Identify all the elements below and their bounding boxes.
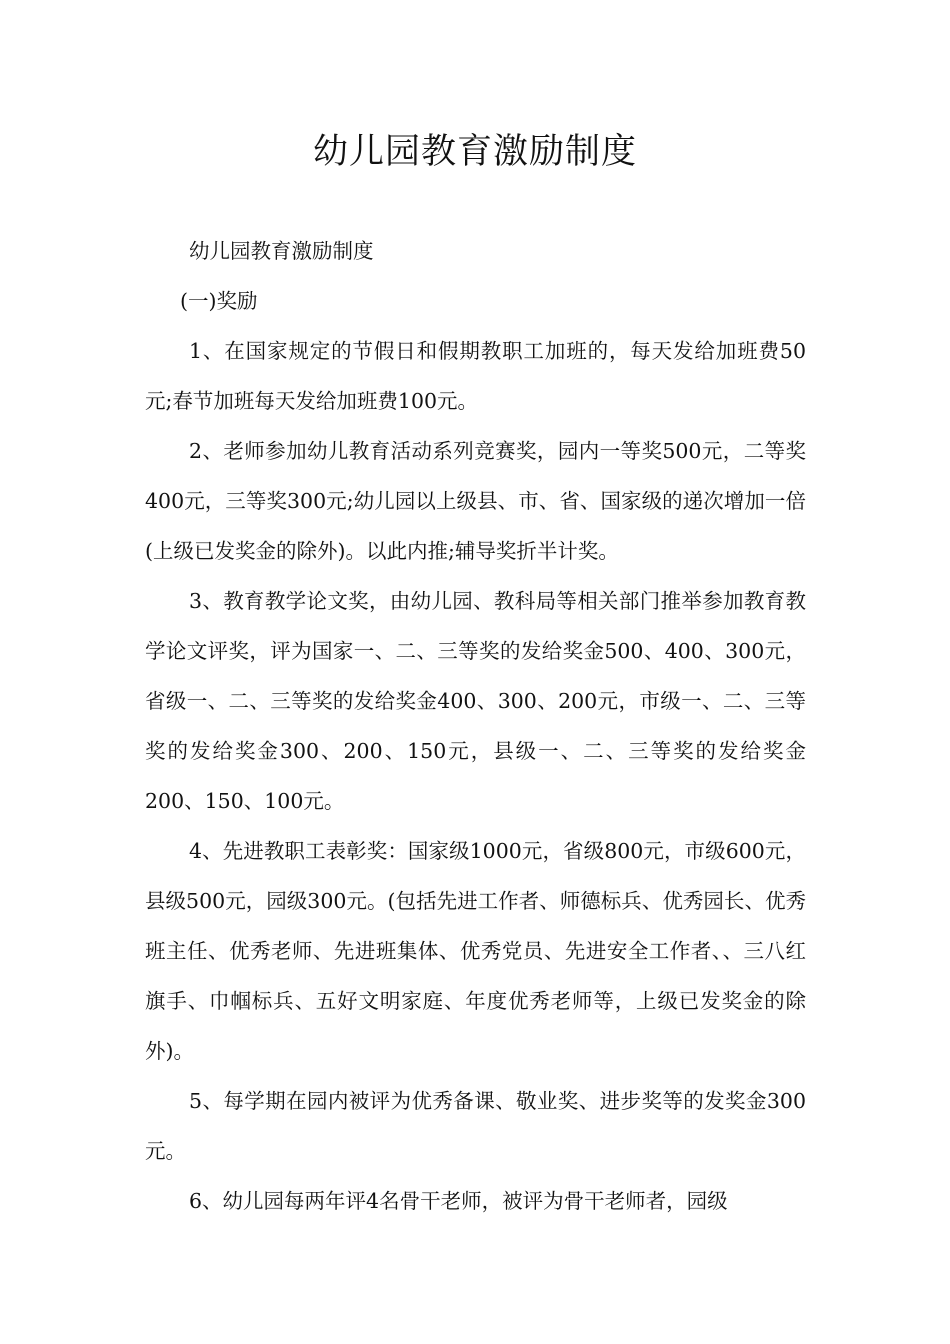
paragraph-item-5: 5、每学期在园内被评为优秀备课、敬业奖、进步奖等的发奖金300元。: [145, 1089, 806, 1163]
document-body: [145, 226, 806, 1226]
document-title: 幼儿园教育激励制度: [312, 132, 637, 172]
paragraph-item-6: 6、幼儿园每两年评4名骨干老师，被评为骨干老师者，园级: [189, 1189, 728, 1213]
paragraph-section-heading: (一)奖励: [180, 289, 258, 313]
paragraph-item-2: 2、老师参加幼儿教育活动系列竞赛奖，园内一等奖500元，二等奖400元，三等奖300元;幼儿园以上级县、市、省、国家级的递次增加一倍(上级已发奖金的除外)。以此内推;辅导奖折半计奖。: [145, 439, 806, 563]
paragraph-item-4: 4、先进教职工表彰奖：国家级1000元，省级800元，市级600元，县级500元，园级300元。(包括先进工作者、师德标兵、优秀园长、优秀班主任、优秀老师、先进班集体、优秀党员、先进安全工作者、、三八红旗手、巾帼标兵、五好文明家庭、年度优秀老师等，上级已发奖金的除外)。: [145, 839, 806, 1063]
paragraph-subtitle: 幼儿园教育激励制度: [189, 239, 374, 263]
paragraph-item-1: 1、在国家规定的节假日和假期教职工加班的，每天发给加班费50元;春节加班每天发给加班费100元。: [145, 339, 806, 413]
paragraph-item-3: 3、教育教学论文奖，由幼儿园、教科局等相关部门推举参加教育教学论文评奖，评为国家一、二、三等奖的发给奖金500、400、300元，省级一、二、三等奖的发给奖金400、300、200元，市级一、二、三等奖的发给奖金300、200、150元，县级一、二、三等奖的发给奖金200、150、100元。: [145, 589, 806, 813]
